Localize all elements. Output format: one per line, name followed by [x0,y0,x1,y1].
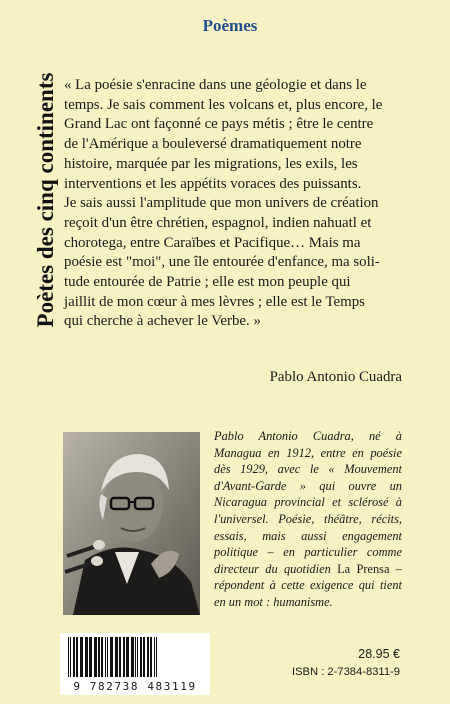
isbn: ISBN : 2-7384-8311-9 [291,666,400,678]
barcode-bar [110,637,113,677]
barcode-bar [150,637,152,677]
barcode-bar [154,637,155,677]
newspaper-name: La Prensa [337,561,390,576]
page-heading: Poèmes [202,16,258,35]
barcode-bar [98,637,100,677]
barcode-bar [73,637,75,677]
barcode-bar [156,637,157,677]
barcode-bar [85,637,88,677]
quote-line: poésie est "moi", une île entourée d'enfance, ma soli- [64,254,380,271]
series-title [33,20,59,380]
barcode-bar [147,637,149,677]
barcode-bars [60,633,210,681]
barcode-bar [137,637,138,677]
barcode [60,633,210,695]
barcode-bar [119,637,121,677]
quote-line: chorotega, entre Caraïbes et Pacifique… Mais ma [64,234,361,251]
bio-text: Pablo Antonio Cuadra, né à Managua en 1912, entre en poésie dès 1929, avec le « Mouvement d'Avant-Garde » qui ouvre un Nicaragua provincial et sclérosé à l'universel. Poésie, théâtre, récits, essais, mais aussi engagement politique – en particulier comme directeur du quotidien [214,429,402,576]
quote-line: Grand Lac ont façonné ce pays métis ; être le centre [64,116,374,133]
barcode-bar [80,637,83,677]
quote-line: jaillit de mon cœur à mes lèvres ; elle est le Temps [64,293,365,310]
quote-line: interventions et les appétits voraces des puissants. [64,175,362,192]
barcode-bar [105,637,106,677]
barcode-bar [107,637,108,677]
portrait-photo-icon [63,432,200,615]
quote-line: qui cherche à achever le Verbe. » [64,313,261,330]
barcode-bar [135,637,136,677]
quote-line: reçoit d'un être chrétien, espagnol, indien nahuatl et [64,214,372,231]
barcode-bar [126,637,129,677]
barcode-number: 9 782738 483119 [73,680,197,693]
quote-signature: Pablo Antonio Cuadra [269,369,402,385]
quote-line: tude entourée de Patrie ; elle est mon peuple qui [64,274,351,291]
poet-quote [64,76,402,332]
barcode-bar [143,637,145,677]
quote-line: « La poésie s'enracine dans une géologie et dans le [64,77,367,93]
barcode-bar [76,637,78,677]
quote-line: Je sais aussi l'amplitude que mon univers de création [64,195,379,212]
barcode-bar [115,637,118,677]
quote-line: de l'Amérique a bouleversé dramatiquement notre [64,136,362,153]
barcode-bar [140,637,142,677]
portrait-photo [63,432,200,615]
barcode-bar [68,637,69,677]
bio-text: – répondent à cette exigence qui tient en un mot : humanisme. [214,561,403,609]
quote-line: temps. Je sais comment les volcans et, plus encore, le [64,96,383,113]
series-title-text: Poètes des cinq continents [33,72,58,328]
barcode-bar [101,637,103,677]
quote-line: histoire, marquée par les migrations, les exils, les [64,155,358,172]
barcode-bar [131,637,134,677]
barcode-bar [123,637,125,677]
barcode-bar [70,637,71,677]
barcode-bar [89,637,92,677]
author-biography [214,428,402,611]
barcode-bar [94,637,97,677]
price: 28.95 € [358,647,400,661]
